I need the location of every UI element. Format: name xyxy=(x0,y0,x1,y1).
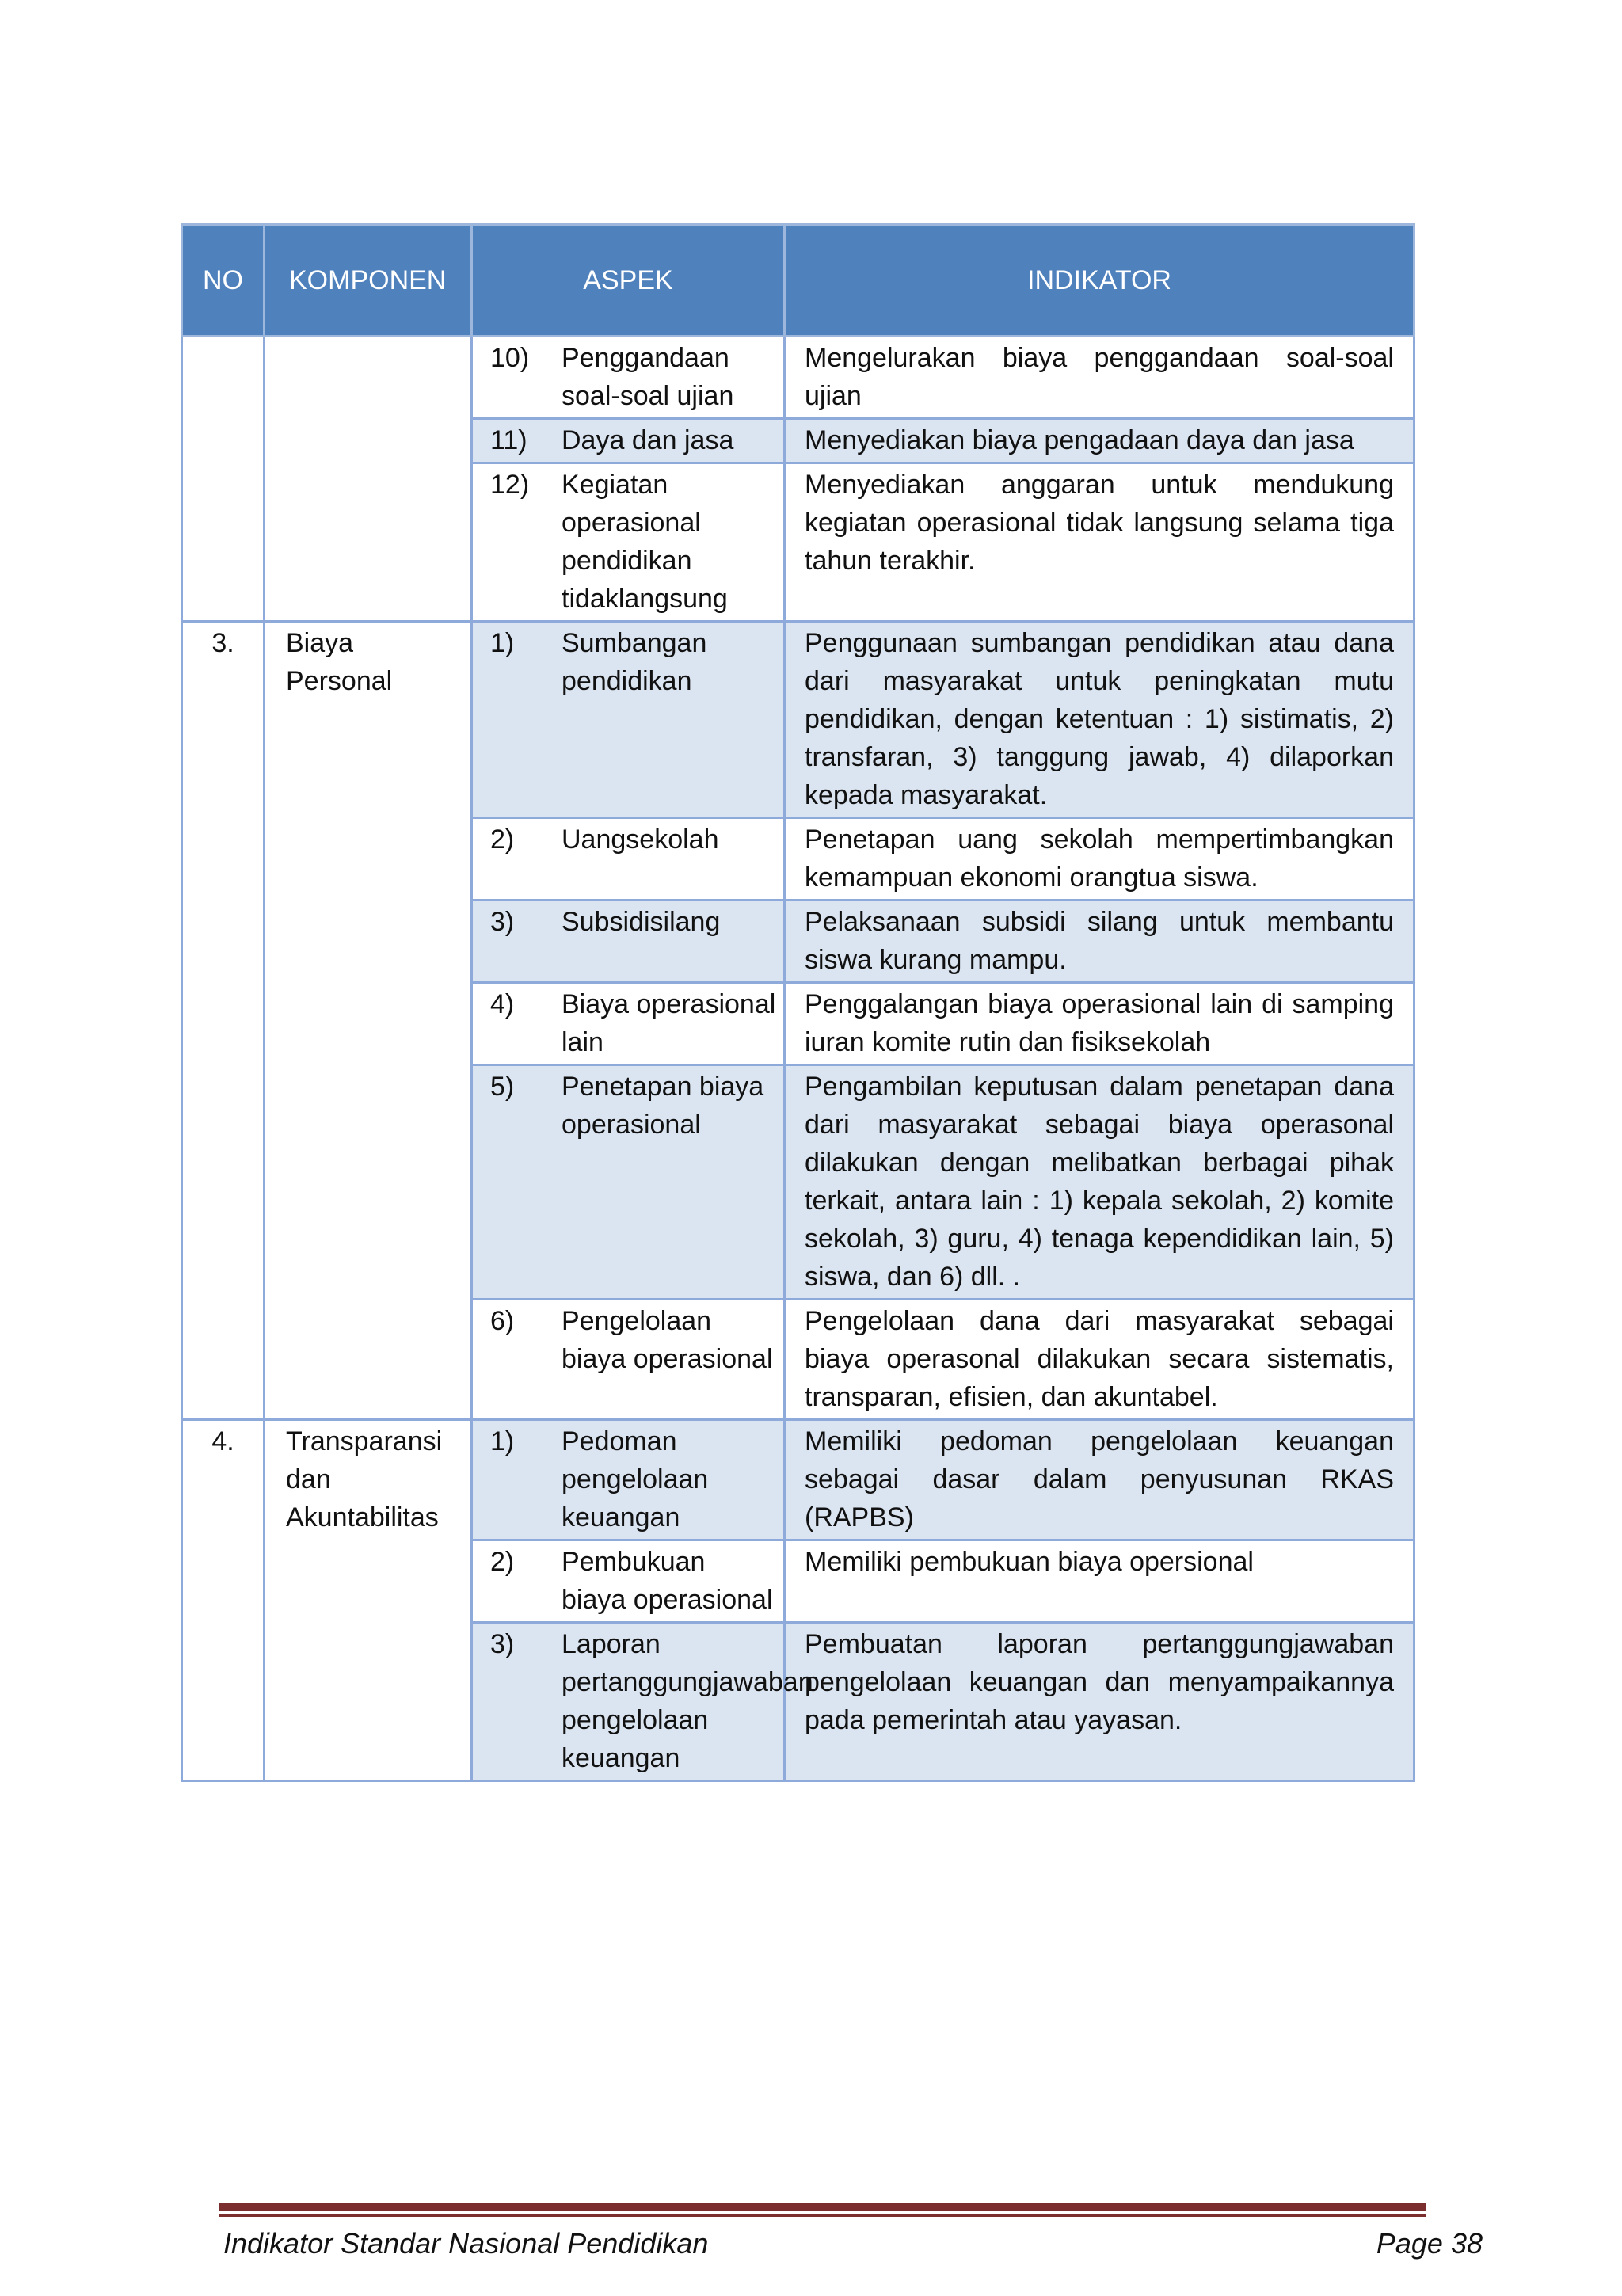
indicator-table xyxy=(181,223,1415,1782)
cell-aspek xyxy=(472,419,785,463)
cell-komponen: Transparansi dan Akuntabilitas xyxy=(265,1420,472,1781)
cell-aspek xyxy=(472,1540,785,1623)
table-row xyxy=(182,1420,1414,1540)
cell-aspek xyxy=(472,1623,813,1781)
aspek-text: Pengelolaan biaya operasional xyxy=(562,1306,773,1374)
cell-indikator: Mengelurakan biaya penggandaan soal-soal ujian xyxy=(785,337,1414,419)
aspek-number: 5) xyxy=(490,1072,515,1102)
aspek-text: Pembukuan biaya operasional xyxy=(562,1547,773,1615)
table-row xyxy=(182,337,1414,419)
aspek-number: 10) xyxy=(490,343,530,373)
cell-aspek xyxy=(472,1065,785,1300)
cell-indikator: Memiliki pedoman pengelolaan keuangan sebagai dasar dalam penyusunan RKAS (RAPBS) xyxy=(785,1420,1414,1540)
aspek-text: Kegiatan operasional pendidikan tidaklangsung xyxy=(562,470,728,614)
aspek-number: 3) xyxy=(490,1629,515,1659)
footer-page-number: Page 38 xyxy=(1376,2227,1483,2260)
cell-aspek xyxy=(472,1300,785,1420)
cell-indikator: Pengambilan keputusan dalam penetapan dana dari masyarakat sebagai biaya operasonal dilakukan dengan melibatkan berbagai pihak terkait, antara lain : 1) kepala sekolah, 2) komite sekolah, 3) guru, 4) tenaga kependidikan lain, 5) siswa, dan 6) dll. . xyxy=(785,1065,1414,1300)
aspek-number: 6) xyxy=(490,1306,515,1336)
cell-komponen xyxy=(265,337,472,622)
aspek-number: 1) xyxy=(490,628,515,658)
header-no: NO xyxy=(182,225,265,337)
table-header-row xyxy=(182,225,1414,337)
cell-aspek xyxy=(472,622,785,818)
aspek-text: Uangsekolah xyxy=(562,824,719,855)
cell-aspek xyxy=(472,463,785,622)
cell-no: 4. xyxy=(182,1420,265,1781)
aspek-number: 2) xyxy=(490,1547,515,1577)
aspek-number: 12) xyxy=(490,470,530,500)
cell-indikator: Penggunaan sumbangan pendidikan atau dana dari masyarakat untuk peningkatan mutu pendidikan, dengan ketentuan : 1) sistimatis, 2) transfaran, 3) tanggung jawab, 4) dilaporkan kepada masyarakat. xyxy=(785,622,1414,818)
aspek-text: Penggandaan soal-soal ujian xyxy=(562,343,734,411)
cell-indikator: Pembuatan laporan pertanggungjawaban pengelolaan keuangan dan menyampaikannya pada pemerintah atau yayasan. xyxy=(785,1623,1414,1781)
footer-rule-thick xyxy=(219,2203,1426,2211)
aspek-text: Subsidisilang xyxy=(562,907,721,937)
cell-indikator: Penggalangan biaya operasional lain di samping iuran komite rutin dan fisiksekolah xyxy=(785,983,1414,1065)
aspek-text: Pedoman pengelolaan keuangan xyxy=(562,1426,709,1533)
footer-rule-thin xyxy=(219,2214,1426,2217)
header-aspek: ASPEK xyxy=(472,225,785,337)
header-indikator: INDIKATOR xyxy=(785,225,1414,337)
cell-aspek xyxy=(472,1420,785,1540)
cell-aspek xyxy=(472,818,785,901)
aspek-text: Sumbangan pendidikan xyxy=(562,628,707,696)
cell-indikator: Menyediakan anggaran untuk mendukung kegiatan operasional tidak langsung selama tiga tahun terakhir. xyxy=(785,463,1414,622)
cell-indikator: Pelaksanaan subsidi silang untuk membantu siswa kurang mampu. xyxy=(785,901,1414,983)
aspek-number: 2) xyxy=(490,824,515,855)
aspek-number: 11) xyxy=(490,425,527,455)
aspek-number: 1) xyxy=(490,1426,515,1456)
header-komponen: KOMPONEN xyxy=(265,225,472,337)
cell-aspek xyxy=(472,901,785,983)
aspek-number: 3) xyxy=(490,907,515,937)
cell-no xyxy=(182,337,265,622)
aspek-text: Laporan pertanggungjawaban pengelolaan keuangan xyxy=(562,1629,813,1773)
cell-no: 3. xyxy=(182,622,265,1420)
cell-aspek xyxy=(472,337,785,419)
cell-indikator: Pengelolaan dana dari masyarakat sebagai biaya operasonal dilakukan secara sistematis, transparan, efisien, dan akuntabel. xyxy=(785,1300,1414,1420)
aspek-text: Daya dan jasa xyxy=(562,425,734,455)
cell-indikator: Memiliki pembukuan biaya opersional xyxy=(785,1540,1414,1623)
cell-indikator: Menyediakan biaya pengadaan daya dan jasa xyxy=(785,419,1414,463)
cell-komponen: Biaya Personal xyxy=(265,622,472,1420)
footer-title: Indikator Standar Nasional Pendidikan xyxy=(223,2227,709,2260)
aspek-number: 4) xyxy=(490,989,515,1019)
cell-indikator: Penetapan uang sekolah mempertimbangkan kemampuan ekonomi orangtua siswa. xyxy=(785,818,1414,901)
cell-aspek xyxy=(472,983,785,1065)
aspek-text: Penetapan biaya operasional xyxy=(562,1072,764,1140)
aspek-text: Biaya operasional lain xyxy=(562,989,776,1057)
table-row xyxy=(182,622,1414,818)
